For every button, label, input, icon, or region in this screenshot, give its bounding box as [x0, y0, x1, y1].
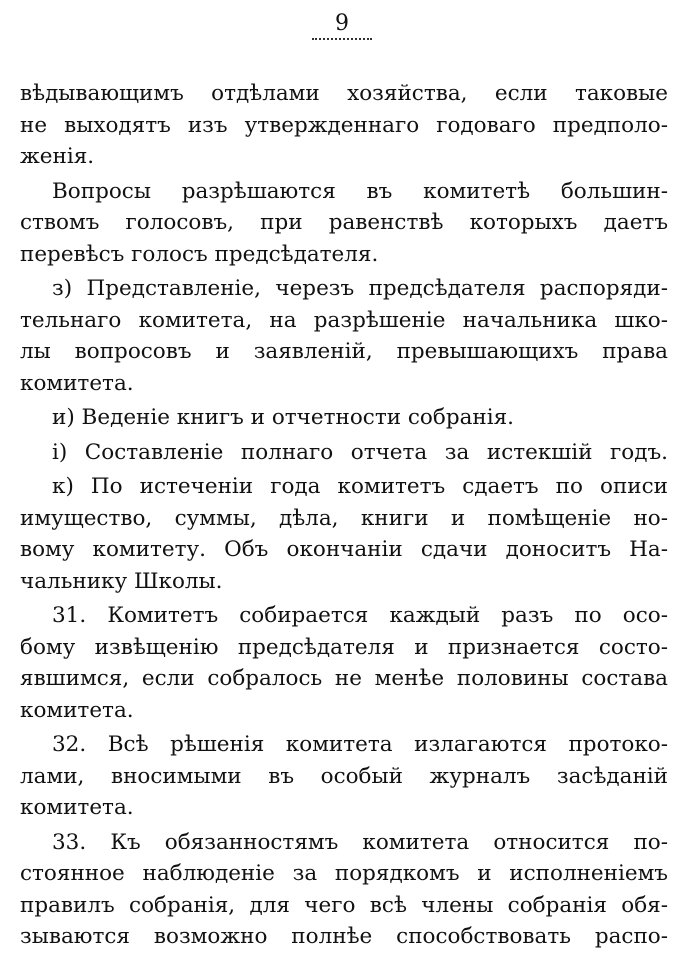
text-line: и) Веденіе книгъ и отчетности собранія.	[52, 405, 514, 430]
text-line: комитета.	[20, 370, 134, 396]
text-line: бому извѣщенію предсѣдателя и признается состо-	[20, 634, 668, 660]
text-line: явшимся, если собралось не менѣе половины состава	[20, 666, 668, 691]
text-line: 32. Всѣ рѣшенія комитета излагаются протоко-	[52, 732, 668, 757]
page-number-ornament	[312, 38, 372, 40]
text-line: лами, вносимыми въ особый журналъ засѣданій	[20, 763, 668, 789]
text-line: перевѣсъ голосъ предсѣдателя.	[20, 241, 379, 267]
text-line: тельнаго комитета, на разрѣшеніе начальника шко-	[20, 307, 668, 333]
text-line: 31. Комитетъ собирается каждый разъ по осо-	[52, 603, 668, 628]
text-line: комитета.	[20, 697, 134, 723]
text-line: вому комитету. Объ окончаніи сдачи доноситъ На-	[20, 537, 668, 562]
text-line: вѣдывающимъ отдѣлами хозяйства, если таковые	[20, 81, 668, 106]
text-line: і) Составленіе полнаго отчета за истекшій годъ.	[52, 439, 668, 465]
text-line: имущество, суммы, дѣла, книги и помѣщеніе но-	[20, 505, 668, 531]
page-number: 9	[335, 11, 349, 36]
text-line: Вопросы разрѣшаются въ комитетѣ большин-	[52, 178, 668, 204]
text-line: з) Представленіе, черезъ предсѣдателя распоряди-	[52, 276, 668, 301]
text-line: комитета.	[20, 795, 134, 820]
text-line: стоянное наблюденіе за порядкомъ и исполненіемъ	[20, 861, 668, 886]
text-line: лы вопросовъ и заявленій, превышающихъ права	[20, 339, 668, 364]
text-line: правилъ собранія, для чего всѣ члены собранія обя-	[20, 892, 668, 918]
text-line: зываются возможно полнѣе способствовать распо-	[20, 924, 668, 949]
text-line: 33. Къ обязанностямъ комитета относится по-	[52, 829, 668, 855]
body-text	[20, 78, 668, 953]
text-line: ствомъ голосовъ, при равенствѣ которыхъ даетъ	[20, 210, 668, 235]
text-line: женія.	[20, 144, 95, 169]
text-line: к) По истеченіи года комитетъ сдаетъ по описи	[52, 474, 668, 499]
text-line: чальнику Школы.	[20, 568, 223, 594]
text-line: не выходятъ изъ утвержденнаго годоваго предполо-	[20, 112, 668, 138]
